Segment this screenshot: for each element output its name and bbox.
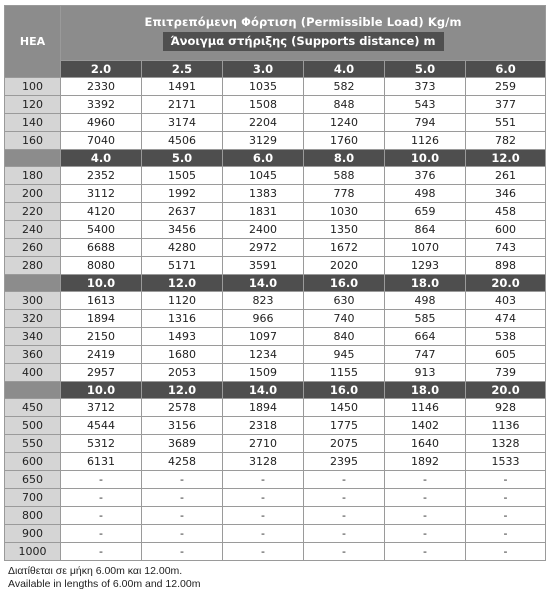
span-header-row [5, 382, 546, 399]
load-value-cell: 2710 [223, 435, 304, 453]
load-value-cell: 5171 [142, 257, 223, 275]
hea-size-cell: 320 [5, 310, 61, 328]
load-value-cell: 585 [385, 310, 466, 328]
hea-size-cell: 800 [5, 507, 61, 525]
load-value-cell: 458 [466, 203, 546, 221]
hea-size-cell: 280 [5, 257, 61, 275]
load-value-cell: 664 [385, 328, 466, 346]
load-value-cell: 2150 [61, 328, 142, 346]
span-label: 18.0 [385, 275, 466, 292]
load-value-cell: 5400 [61, 221, 142, 239]
load-value-cell: 1640 [385, 435, 466, 453]
load-value-cell: 498 [385, 292, 466, 310]
table-row [5, 114, 546, 132]
table-row [5, 167, 546, 185]
span-label: 20.0 [466, 275, 546, 292]
span-label: 18.0 [385, 382, 466, 399]
hea-size-cell: 500 [5, 417, 61, 435]
load-value-cell: 259 [466, 78, 546, 96]
hea-size-cell: 360 [5, 346, 61, 364]
load-value-cell: 582 [304, 78, 385, 96]
span-label: 6.0 [466, 61, 546, 78]
load-value-cell: - [61, 471, 142, 489]
span-header-corner [5, 382, 61, 399]
load-value-cell: 4544 [61, 417, 142, 435]
load-value-cell: 848 [304, 96, 385, 114]
load-value-cell: 1097 [223, 328, 304, 346]
load-value-cell: 1350 [304, 221, 385, 239]
load-value-cell: 2053 [142, 364, 223, 382]
hea-size-cell: 220 [5, 203, 61, 221]
load-value-cell: 928 [466, 399, 546, 417]
table-row [5, 489, 546, 507]
load-value-cell: 1293 [385, 257, 466, 275]
load-value-cell: 740 [304, 310, 385, 328]
table-body [5, 6, 546, 561]
load-value-cell: - [385, 525, 466, 543]
load-value-cell: 8080 [61, 257, 142, 275]
hea-size-cell: 900 [5, 525, 61, 543]
hea-size-cell: 340 [5, 328, 61, 346]
hea-size-cell: 700 [5, 489, 61, 507]
table-row [5, 96, 546, 114]
load-value-cell: 2352 [61, 167, 142, 185]
load-value-cell: 1328 [466, 435, 546, 453]
load-value-cell: 5312 [61, 435, 142, 453]
span-label: 6.0 [223, 150, 304, 167]
load-value-cell: 747 [385, 346, 466, 364]
load-value-cell: 377 [466, 96, 546, 114]
table-row [5, 364, 546, 382]
load-value-cell: 3689 [142, 435, 223, 453]
table-row [5, 292, 546, 310]
table-row [5, 185, 546, 203]
load-value-cell: 373 [385, 78, 466, 96]
load-value-cell: 782 [466, 132, 546, 150]
load-value-cell: 1508 [223, 96, 304, 114]
load-value-cell: - [223, 489, 304, 507]
load-value-cell: 2020 [304, 257, 385, 275]
span-header-corner [5, 275, 61, 292]
load-value-cell: 474 [466, 310, 546, 328]
load-value-cell: 346 [466, 185, 546, 203]
hea-size-cell: 1000 [5, 543, 61, 561]
load-value-cell: 1146 [385, 399, 466, 417]
load-value-cell: - [466, 471, 546, 489]
load-value-cell: 898 [466, 257, 546, 275]
load-value-cell: 1126 [385, 132, 466, 150]
load-value-cell: - [385, 489, 466, 507]
hea-size-cell: 550 [5, 435, 61, 453]
load-value-cell: 3392 [61, 96, 142, 114]
load-value-cell: 840 [304, 328, 385, 346]
load-value-cell: - [223, 507, 304, 525]
span-label: 10.0 [385, 150, 466, 167]
load-value-cell: - [142, 471, 223, 489]
load-value-cell: 3128 [223, 453, 304, 471]
table-row [5, 417, 546, 435]
hea-size-cell: 160 [5, 132, 61, 150]
span-label: 2.0 [61, 61, 142, 78]
load-value-cell: 1613 [61, 292, 142, 310]
load-value-cell: 551 [466, 114, 546, 132]
span-label: 10.0 [61, 275, 142, 292]
span-header-row [5, 61, 546, 78]
load-value-cell: 659 [385, 203, 466, 221]
load-value-cell: 1533 [466, 453, 546, 471]
load-value-cell: 1035 [223, 78, 304, 96]
load-value-cell: 1892 [385, 453, 466, 471]
load-value-cell: 1505 [142, 167, 223, 185]
load-value-cell: 913 [385, 364, 466, 382]
load-value-cell: 7040 [61, 132, 142, 150]
load-value-cell: 4280 [142, 239, 223, 257]
span-label: 10.0 [61, 382, 142, 399]
table-row [5, 471, 546, 489]
load-value-cell: 739 [466, 364, 546, 382]
table-row [5, 525, 546, 543]
hea-size-cell: 240 [5, 221, 61, 239]
load-value-cell: 2395 [304, 453, 385, 471]
load-value-cell: 1992 [142, 185, 223, 203]
load-value-cell: - [142, 525, 223, 543]
load-value-cell: - [304, 489, 385, 507]
span-header-corner [5, 150, 61, 167]
span-label: 5.0 [385, 61, 466, 78]
load-value-cell: 2075 [304, 435, 385, 453]
hea-size-cell: 100 [5, 78, 61, 96]
load-value-cell: - [142, 543, 223, 561]
load-value-cell: 3456 [142, 221, 223, 239]
hea-size-cell: 140 [5, 114, 61, 132]
load-value-cell: 261 [466, 167, 546, 185]
table-row [5, 257, 546, 275]
load-value-cell: - [466, 507, 546, 525]
hea-size-cell: 120 [5, 96, 61, 114]
load-value-cell: 3156 [142, 417, 223, 435]
table-row [5, 310, 546, 328]
supports-distance-subtitle: Άνοιγμα στήριξης (Supports distance) m [163, 32, 444, 51]
load-value-cell: 2578 [142, 399, 223, 417]
load-value-cell: 403 [466, 292, 546, 310]
availability-note-greek: Διατίθεται σε μήκη 6.00m και 12.00m. [8, 565, 183, 577]
hea-size-cell: 300 [5, 292, 61, 310]
load-value-cell: 1120 [142, 292, 223, 310]
table-row [5, 203, 546, 221]
load-value-cell: 2419 [61, 346, 142, 364]
load-value-cell: - [466, 489, 546, 507]
load-value-cell: 743 [466, 239, 546, 257]
load-value-cell: 1402 [385, 417, 466, 435]
load-value-cell: 1672 [304, 239, 385, 257]
permissible-load-table [4, 5, 546, 561]
load-value-cell: 600 [466, 221, 546, 239]
load-value-cell: 3174 [142, 114, 223, 132]
load-value-cell: - [304, 543, 385, 561]
hea-size-cell: 450 [5, 399, 61, 417]
load-value-cell: - [304, 525, 385, 543]
table-row [5, 453, 546, 471]
span-label: 5.0 [142, 150, 223, 167]
hea-size-cell: 180 [5, 167, 61, 185]
span-label: 14.0 [223, 382, 304, 399]
load-value-cell: 1155 [304, 364, 385, 382]
load-value-cell: 1383 [223, 185, 304, 203]
load-value-cell: 543 [385, 96, 466, 114]
span-label: 12.0 [466, 150, 546, 167]
load-value-cell: 2171 [142, 96, 223, 114]
table-row [5, 239, 546, 257]
load-value-cell: 605 [466, 346, 546, 364]
load-value-cell: 2957 [61, 364, 142, 382]
load-table-container [4, 5, 545, 561]
load-value-cell: 1493 [142, 328, 223, 346]
load-value-cell: - [61, 525, 142, 543]
span-label: 16.0 [304, 275, 385, 292]
span-header-row [5, 275, 546, 292]
load-value-cell: - [385, 507, 466, 525]
load-value-cell: 1234 [223, 346, 304, 364]
load-value-cell: 1240 [304, 114, 385, 132]
load-value-cell: 3129 [223, 132, 304, 150]
hea-size-cell: 260 [5, 239, 61, 257]
load-value-cell: 1831 [223, 203, 304, 221]
load-value-cell: 376 [385, 167, 466, 185]
load-value-cell: 3591 [223, 257, 304, 275]
load-value-cell: 2400 [223, 221, 304, 239]
load-value-cell: 1136 [466, 417, 546, 435]
load-value-cell: - [466, 543, 546, 561]
table-row [5, 78, 546, 96]
load-value-cell: 1680 [142, 346, 223, 364]
load-value-cell: 1316 [142, 310, 223, 328]
load-value-cell: 1760 [304, 132, 385, 150]
table-row [5, 221, 546, 239]
span-label: 3.0 [223, 61, 304, 78]
load-value-cell: 1045 [223, 167, 304, 185]
load-value-cell: 538 [466, 328, 546, 346]
span-header-row [5, 150, 546, 167]
load-value-cell: 823 [223, 292, 304, 310]
load-value-cell: 794 [385, 114, 466, 132]
availability-note-english: Available in lengths of 6.00m and 12.00m [8, 578, 201, 590]
load-value-cell: - [304, 471, 385, 489]
load-value-cell: 1509 [223, 364, 304, 382]
hea-size-cell: 400 [5, 364, 61, 382]
availability-note [8, 565, 200, 591]
span-label: 14.0 [223, 275, 304, 292]
load-value-cell: 588 [304, 167, 385, 185]
table-row [5, 346, 546, 364]
span-label: 12.0 [142, 275, 223, 292]
load-value-cell: - [142, 489, 223, 507]
load-value-cell: - [223, 543, 304, 561]
load-value-cell: 6688 [61, 239, 142, 257]
span-label: 16.0 [304, 382, 385, 399]
load-value-cell: 2204 [223, 114, 304, 132]
table-row [5, 328, 546, 346]
load-value-cell: 1894 [223, 399, 304, 417]
load-value-cell: - [61, 489, 142, 507]
load-value-cell: 945 [304, 346, 385, 364]
load-value-cell: 4120 [61, 203, 142, 221]
span-label: 12.0 [142, 382, 223, 399]
load-value-cell: 1491 [142, 78, 223, 96]
load-value-cell: - [142, 507, 223, 525]
load-value-cell: 4960 [61, 114, 142, 132]
load-value-cell: 6131 [61, 453, 142, 471]
load-value-cell: 4506 [142, 132, 223, 150]
load-value-cell: - [466, 525, 546, 543]
hea-column-header: HEA [5, 6, 61, 78]
load-value-cell: 1894 [61, 310, 142, 328]
load-value-cell: 2318 [223, 417, 304, 435]
load-value-cell: 4258 [142, 453, 223, 471]
table-row [5, 399, 546, 417]
span-label: 8.0 [304, 150, 385, 167]
load-value-cell: 2972 [223, 239, 304, 257]
table-row [5, 543, 546, 561]
table-header-row [5, 6, 546, 61]
load-value-cell: 2637 [142, 203, 223, 221]
span-label: 4.0 [61, 150, 142, 167]
load-value-cell: - [223, 471, 304, 489]
load-value-cell: 498 [385, 185, 466, 203]
load-value-cell: 1030 [304, 203, 385, 221]
load-value-cell: 2330 [61, 78, 142, 96]
load-value-cell: 630 [304, 292, 385, 310]
load-value-cell: 966 [223, 310, 304, 328]
load-value-cell: - [61, 543, 142, 561]
table-title-cell [61, 6, 546, 61]
table-title: Επιτρεπόμενη Φόρτιση (Permissible Load) Kg/m [144, 15, 462, 29]
load-value-cell: - [385, 543, 466, 561]
load-value-cell: 3112 [61, 185, 142, 203]
load-value-cell: 1450 [304, 399, 385, 417]
load-value-cell: 1775 [304, 417, 385, 435]
load-value-cell: - [304, 507, 385, 525]
load-value-cell: - [223, 525, 304, 543]
load-value-cell: 1070 [385, 239, 466, 257]
load-value-cell: - [61, 507, 142, 525]
hea-size-cell: 650 [5, 471, 61, 489]
load-value-cell: 778 [304, 185, 385, 203]
load-value-cell: - [385, 471, 466, 489]
table-row [5, 507, 546, 525]
span-label: 2.5 [142, 61, 223, 78]
load-value-cell: 3712 [61, 399, 142, 417]
hea-size-cell: 600 [5, 453, 61, 471]
span-label: 20.0 [466, 382, 546, 399]
span-label: 4.0 [304, 61, 385, 78]
table-row [5, 132, 546, 150]
hea-size-cell: 200 [5, 185, 61, 203]
table-row [5, 435, 546, 453]
load-value-cell: 864 [385, 221, 466, 239]
